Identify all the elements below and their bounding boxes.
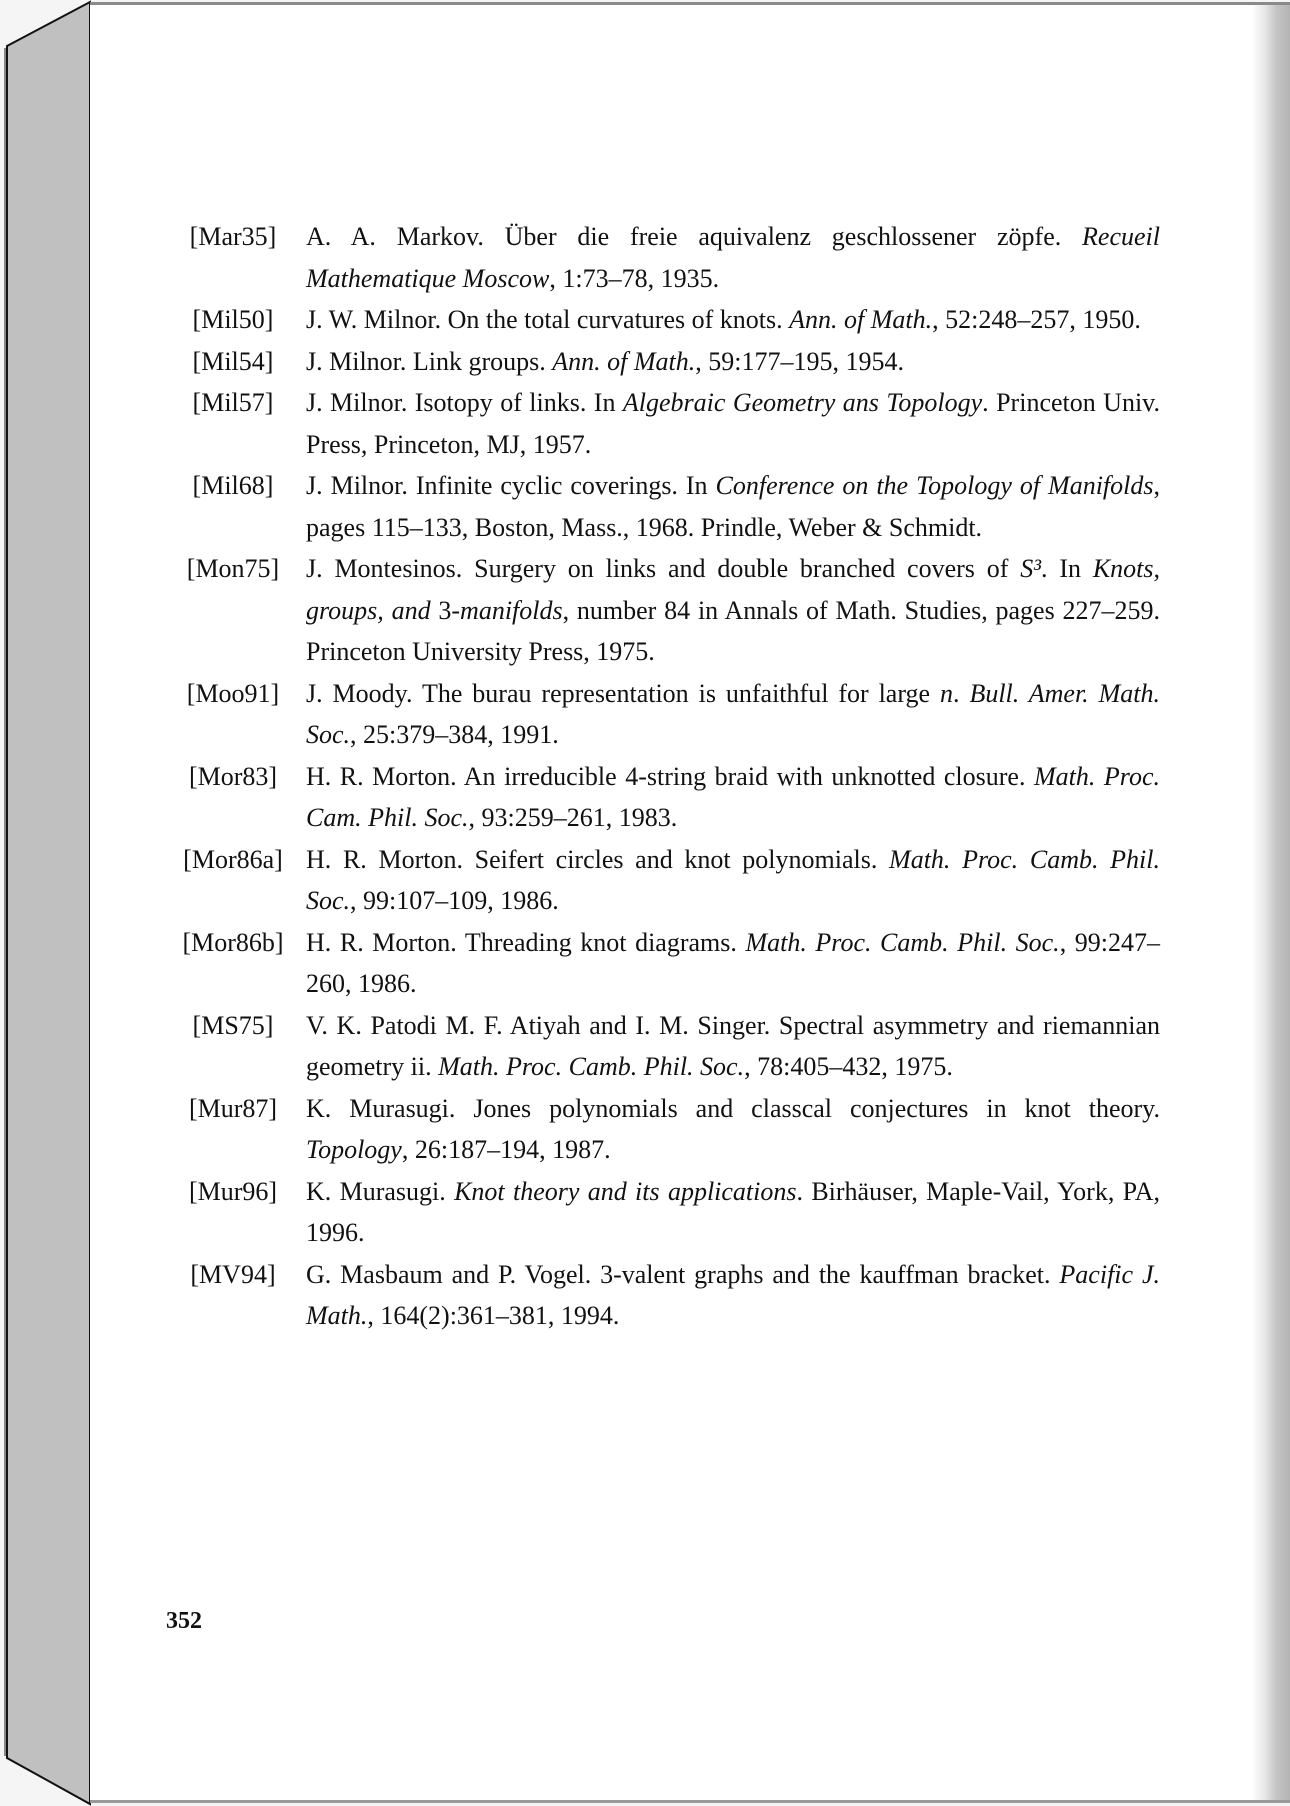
reference-key: [Mil68] bbox=[192, 471, 274, 500]
page-edge-shadow bbox=[1252, 5, 1290, 1800]
reference-key: [Mor83] bbox=[188, 761, 278, 791]
reference-key: [Mor86a] bbox=[183, 844, 283, 874]
reference-entry bbox=[160, 299, 1160, 341]
reference-text: K. Murasugi. Jones polynomials and classcal conjectures in knot theory. Topology, 26:187–194, 1987. bbox=[306, 1093, 1160, 1164]
reference-key: [Mon75] bbox=[186, 554, 280, 583]
reference-key: [Mil57] bbox=[192, 388, 274, 417]
reference-key: [MS75] bbox=[192, 1010, 274, 1040]
reference-key: [Mar35] bbox=[189, 222, 277, 251]
reference-entry bbox=[160, 1254, 1160, 1337]
reference-text: H. R. Morton. An irreducible 4-string braid with unknotted closure. Math. Proc. Cam. Phil. Soc., 93:259–261, 1983. bbox=[306, 761, 1160, 832]
reference-key: [Mor86b] bbox=[182, 927, 284, 957]
reference-text: J. Moody. The burau representation is unfaithful for large n. Bull. Amer. Math. Soc., 25:379–384, 1991. bbox=[306, 678, 1160, 749]
reference-text: V. K. Patodi M. F. Atiyah and I. M. Singer. Spectral asymmetry and riemannian geometry ii. Math. Proc. Camb. Phil. Soc., 78:405–432, 1975. bbox=[306, 1010, 1160, 1081]
reference-text: J. Milnor. Isotopy of links. In Algebraic Geometry ans Topology. Princeton Univ. Press, Princeton, MJ, 1957. bbox=[306, 388, 1160, 459]
reference-entry bbox=[160, 548, 1160, 673]
reference-text: J. Milnor. Infinite cyclic coverings. In Conference on the Topology of Manifolds, pages 115–133, Boston, Mass., 1968. Prindle, Weber & Schmidt. bbox=[306, 471, 1160, 542]
reference-text: K. Murasugi. Knot theory and its applications. Birhäuser, Maple-Vail, York, PA, 1996. bbox=[306, 1176, 1161, 1247]
reference-key: [Mil50] bbox=[192, 305, 274, 334]
reference-key: [Mur96] bbox=[188, 1176, 278, 1206]
reference-key: [Mur87] bbox=[188, 1093, 278, 1123]
reference-entry bbox=[160, 1171, 1160, 1254]
book-spine bbox=[0, 0, 92, 1806]
reference-entry bbox=[160, 673, 1160, 756]
reference-text: J. W. Milnor. On the total curvatures of knots. Ann. of Math., 52:248–257, 1950. bbox=[306, 305, 1141, 334]
reference-text: G. Masbaum and P. Vogel. 3-valent graphs and the kauffman bracket. Pacific J. Math., 164(2):361–381, 1994. bbox=[306, 1259, 1160, 1330]
reference-entry bbox=[160, 216, 1160, 299]
bibliography-list bbox=[160, 216, 1160, 1337]
reference-entry bbox=[160, 1088, 1160, 1171]
reference-key: [Moo91] bbox=[186, 678, 280, 708]
reference-key: [MV94] bbox=[190, 1259, 276, 1289]
page-number: 352 bbox=[166, 1608, 202, 1634]
reference-entry bbox=[160, 341, 1160, 383]
reference-text: J. Montesinos. Surgery on links and double branched covers of S³. In Knots, groups, and 3-manifolds, number 84 in Annals of Math. Studies, pages 227–259. Princeton University Press, 1975. bbox=[306, 554, 1160, 666]
reference-text: H. R. Morton. Threading knot diagrams. Math. Proc. Camb. Phil. Soc., 99:247–260, 1986. bbox=[306, 927, 1160, 998]
reference-entry bbox=[160, 382, 1160, 465]
reference-text: H. R. Morton. Seifert circles and knot polynomials. Math. Proc. Camb. Phil. Soc., 99:107–109, 1986. bbox=[306, 844, 1160, 915]
reference-entry bbox=[160, 756, 1160, 839]
reference-key: [Mil54] bbox=[192, 346, 274, 376]
reference-text: J. Milnor. Link groups. Ann. of Math., 59:177–195, 1954. bbox=[306, 346, 905, 376]
reference-entry bbox=[160, 465, 1160, 548]
reference-entry bbox=[160, 922, 1160, 1005]
reference-entry bbox=[160, 839, 1160, 922]
reference-entry bbox=[160, 1005, 1160, 1088]
reference-text: A. A. Markov. Über die freie aquivalenz geschlossener zöpfe. Recueil Mathematique Moscow, 1:73–78, 1935. bbox=[306, 222, 1160, 293]
